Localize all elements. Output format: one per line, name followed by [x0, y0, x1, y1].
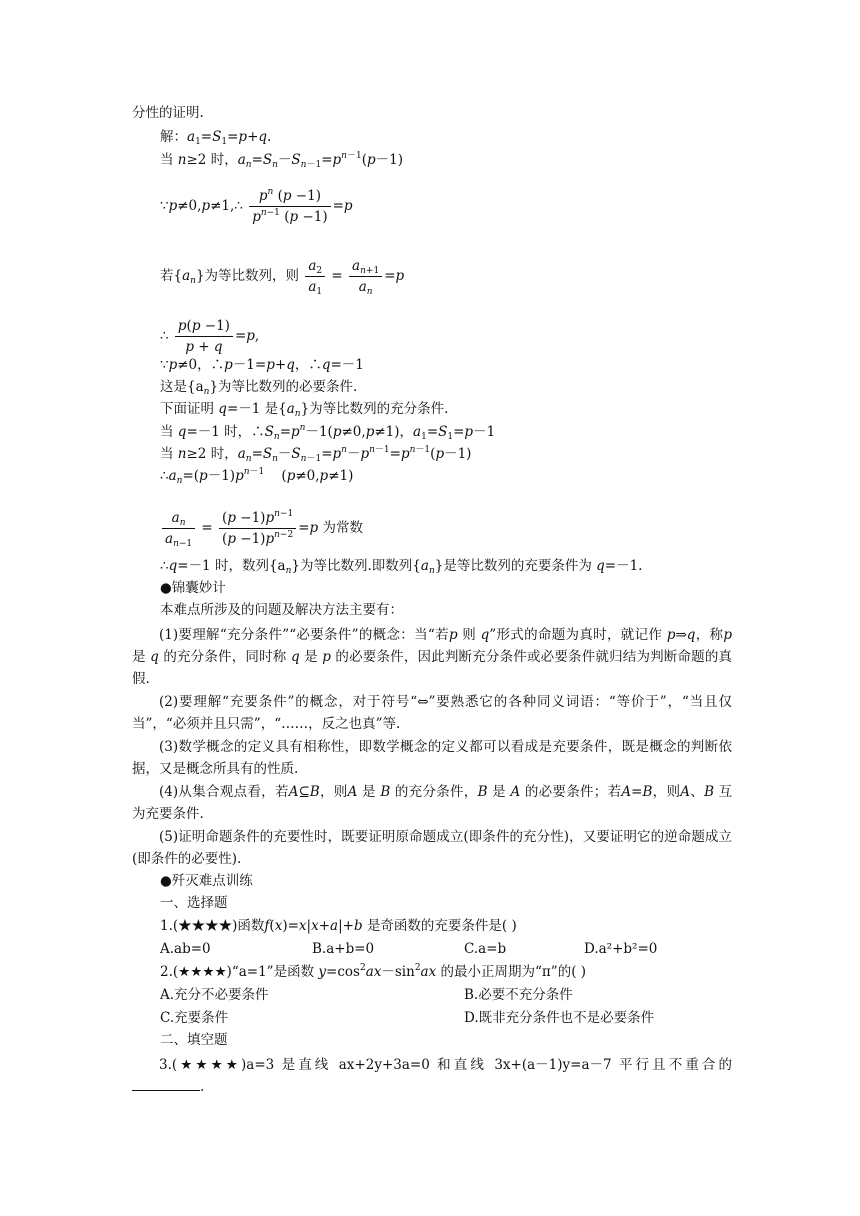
q1-option-c: C.a=b [464, 941, 507, 957]
conclusion-line: ∴q=－1 时，数列$\{a_n\}$为等比数列.即数列$\{a_n\}$是等比数列的充要条件为 q=－1. [160, 558, 643, 576]
q2-option-d: D.既非充分条件也不是必要条件 [464, 1010, 655, 1026]
q1-option-d: D.a²+b²=0 [584, 941, 658, 957]
q1-option-b: B.a+b=0 [312, 941, 375, 957]
necessary-line: 这是$\{a_n\}$为等比数列的必要条件. [160, 379, 358, 397]
ratio-formula-1: ∵p≠0,p≠1,∴ $\frac{p^n (p -1)}{p^{n-1} (p -1)}$ =p [160, 187, 353, 225]
continued-text: 分性的证明. [132, 105, 204, 121]
paragraph-5: (5)证明命题条件的充要性时，既要证明原命题成立(即条件的充分性)，又要证明它的逆命题成立(即条件的必要性). [132, 829, 732, 867]
sufficient-line: 下面证明 q=－1 是$\{a_n\}$为等比数列的充分条件. [160, 401, 449, 419]
q2-option-b: B.必要不充分条件 [464, 987, 573, 1003]
question-2: 2.(★★★★)“a=1”是函数 $y=\cos^2ax-\sin^2ax$ 的最小正周期为“π”的( ) [160, 963, 587, 980]
solution-line-1: 解：$a_1=S_1=p+q$. [160, 129, 272, 147]
question-1: 1.(★★★★)函数f(x)=x|x+a|+b 是奇函数的充要条件是( ) [160, 918, 517, 934]
question-3: 3.(★★★★)a=3 是直线 ax+2y+3a=0 和直线 3x+(a－1)y=a－7 平行且不重合的. [132, 1054, 732, 1098]
solution-line-4: 当 q=－1 时，$\therefore S_n=p^n-1(p\ne 0,p\ne 1)$，$a_1=S_1=p-1$ [160, 423, 496, 442]
q1-option-a: A.ab=0 [160, 941, 211, 957]
tip-heading: ●锦囊妙计 [160, 580, 226, 596]
geo-ratio-formula: 若$\{a_n\}$为等比数列，则 $\frac{a_2}{a_1}$ = $\frac{a_{n+1}}{a_n}$ =p [160, 258, 405, 297]
section-fill: 二、填空题 [160, 1032, 228, 1048]
q2-option-a: A.充分不必要条件 [160, 987, 269, 1003]
paragraph-1: (1)要理解“充分条件”“必要条件”的概念：当“若p 则 q”形式的命题为真时，就记作 p⇒q，称p 是 q 的充分条件，同时称 q 是 p 的必要条件，因此判断充分条件或必要条件就归结为判断命题的真假. [132, 627, 733, 687]
paragraph-4: (4)从集合观点看，若A⊆B，则A 是 B 的充分条件，B 是 A 的必要条件；若A=B，则A、B 互为充要条件. [132, 784, 733, 822]
ratio-formula-2: ∴ $\frac{p(p -1)}{p + q}$ =p, [160, 318, 260, 355]
paragraph-3: (3)数学概念的定义具有相称性，即数学概念的定义都可以看成是充要条件，既是概念的判断依据，又是概念所具有的性质. [132, 739, 732, 777]
paragraph-2: (2)要理解“充要条件”的概念，对于符号“⇔”要熟悉它的各种同义词语：“等价于”，“当且仅当”，“必须并且只需”，“……，反之也真”等. [132, 694, 732, 732]
ratio-formula-3: $\frac{a_n}{a_{n-1}}$ = $\frac{(p -1)p^{n-1}}{(p -1)p^{n-2}}$ =p 为常数 [160, 508, 363, 549]
solution-line-2: 当 n≥2 时，$a_n=S_n-S_{n-1}=p^{n-1}(p-1)$ [160, 151, 403, 170]
section-choice: 一、选择题 [160, 895, 228, 911]
q2-option-c: C.充要条件 [160, 1010, 229, 1026]
tip-intro: 本难点所涉及的问题及解决方法主要有： [160, 602, 403, 618]
answer-blank[interactable] [132, 1076, 200, 1091]
training-heading: ●歼灭难点训练 [160, 873, 253, 889]
solution-line-3: ∵p≠0，∴p－1=p+q，∴q=－1 [160, 357, 364, 373]
solution-line-5: 当 n≥2 时，$a_n=S_n-S_{n-1}=p^n-p^{n-1}=p^{n-1}(p-1)$ [160, 445, 472, 464]
solution-line-6: $\therefore a_n=(p-1)p^{n-1}$ (p≠0,p≠1) [160, 467, 354, 486]
